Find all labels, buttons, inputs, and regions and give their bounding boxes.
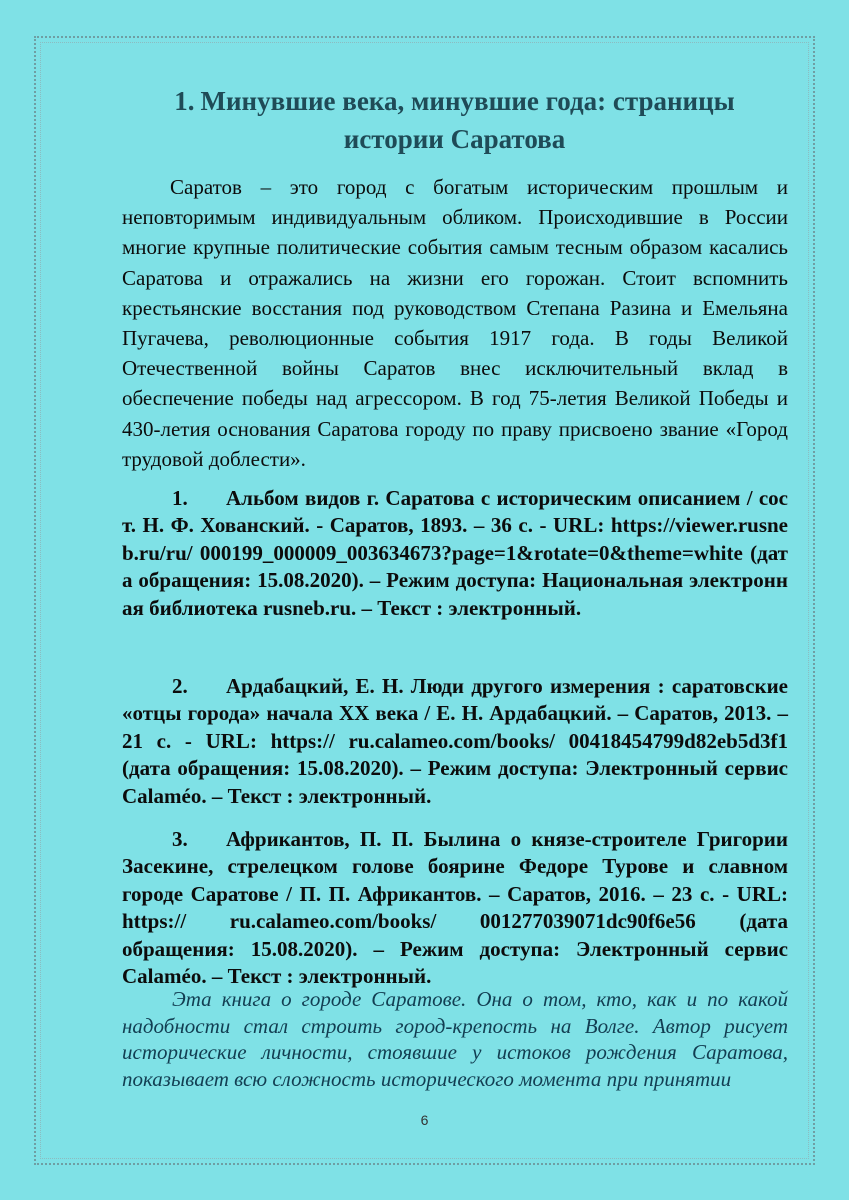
reference-item bbox=[122, 826, 788, 990]
reference-item bbox=[122, 485, 788, 622]
reference-number: 1. bbox=[172, 486, 188, 510]
reference-item bbox=[122, 673, 788, 810]
reference-number: 2. bbox=[172, 674, 188, 698]
reference-text: Альбом видов г. Саратова с историческим описанием / сост. Н. Ф. Хованский. - Саратов, 1893. – 36 с. - URL: https://viewer.rusneb.ru/ru/ 000199_000009_003634673?page=1&rotate=0&theme=white (дата обращения: 15.08.2020). – Режим доступа: Национальная электронная библиотека rusneb.ru. – Текст : электронный. bbox=[122, 486, 788, 620]
section-heading bbox=[122, 82, 787, 158]
reference-text: Африкантов, П. П. Былина о князе-строителе Григории Засекине, стрелецком голове боярине Федоре Турове и славном городе Саратове / П. П. Африкантов. – Саратов, 2016. – 23 с. - URL: https:// ru.calameo.com/books/ 001277039071dc90f6e56 (дата обращения: 15.08.2020). – Режим доступа: Электронный сервис Calaméo. – Текст : электронный. bbox=[122, 827, 788, 989]
section-number: 1. bbox=[174, 86, 195, 116]
section-title: Минувшие века, минувшие года: страницы истории Саратова bbox=[200, 86, 735, 154]
reference-text: Ардабацкий, Е. Н. Люди другого измерения : саратовские «отцы города» начала XX века / Е. Н. Ардабацкий. – Саратов, 2013. – 21 с. - URL: https:// ru.calameo.com/books/ 00418454799d82eb5d3f1 (дата обращения: 15.08.2020). – Режим доступа: Электронный сервис Calaméo. – Текст : электронный. bbox=[122, 674, 788, 808]
intro-paragraph: Саратов – это город с богатым историческим прошлым и неповторимым индивидуальным обликом. Происходившие в России многие крупные политические события самым тесным образом касались Саратова и отражались на жизни его горожан. Стоит вспомнить крестьянские восстания под руководством Степана Разина и Емельяна Пугачева, революционные события 1917 года. В годы Великой Отечественной войны Саратов внес исключительный вклад в обеспечение победы над агрессором. В год 75-летия Великой Победы и 430-летия основания Саратова городу по праву присвоено звание «Город трудовой доблести». bbox=[122, 175, 788, 471]
page-number: 6 bbox=[420, 1112, 429, 1128]
book-annotation: Эта книга о городе Саратове. Она о том, кто, как и по какой надобности стал строить город-крепость на Волге. Автор рисует исторические личности, стоявшие у истоков рождения Саратова, показывает всю сложность исторического момента при принятии bbox=[122, 987, 788, 1091]
reference-number: 3. bbox=[172, 827, 188, 851]
